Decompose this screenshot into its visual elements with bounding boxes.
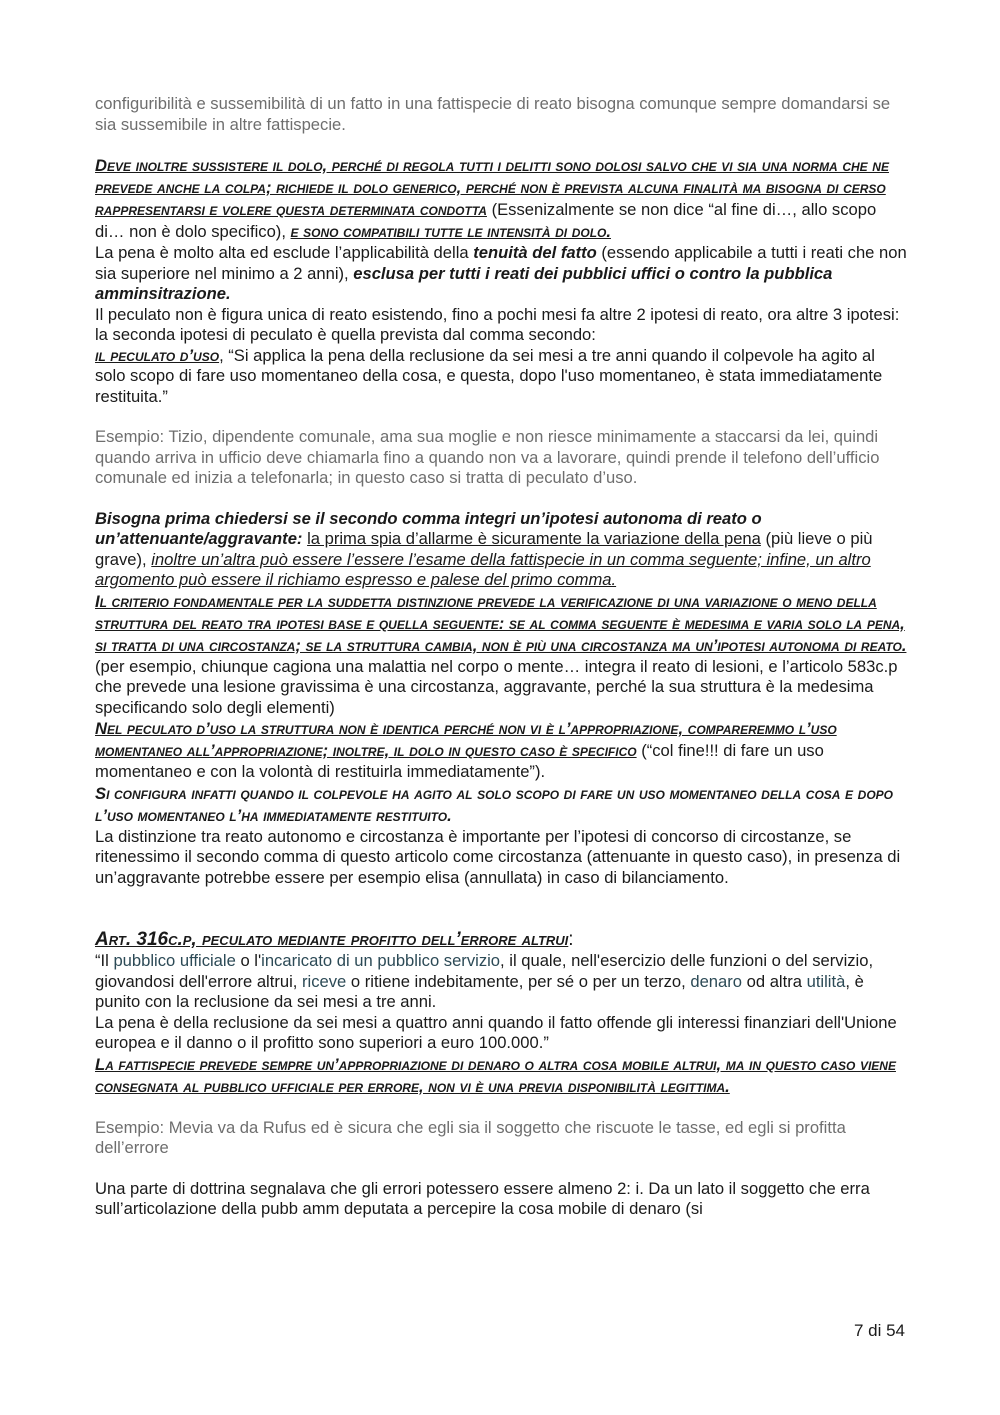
- spacer: [95, 1098, 907, 1118]
- spacer: [95, 135, 907, 155]
- paragraph-esempio-mevia: Esempio: Mevia va da Rufus ed è sicura che egli sia il soggetto che riscuote le tasse, ed egli si profitta dell’errore: [95, 1117, 846, 1157]
- bisogna-underline: la prima spia d’allarme è sicuramente la variazione della pena: [307, 529, 761, 548]
- article-heading: [95, 928, 907, 951]
- article-quote: [95, 951, 907, 1013]
- link-denaro[interactable]: denaro: [690, 971, 743, 991]
- paragraph-si-configura: [95, 783, 907, 827]
- bisogna-italic-underline: inoltre un’altra può essere l’essere l’esame della fattispecie in un comma seguente; infine, un altro argomento può essere il richiamo espresso e palese del primo comma.: [95, 549, 871, 589]
- page-number: 7 di 54: [853, 1321, 905, 1340]
- pena-text-c: (essendo applicabile a tutti i reati che non sia superiore nel minimo a 2 anni),: [95, 243, 907, 283]
- quote-text: , il quale, nell'esercizio delle funzioni o del servizio, giovandosi dell'errore altrui,: [95, 951, 874, 991]
- paragraph-fattispecie: [95, 1054, 907, 1098]
- pena-tenuita: tenuità del fatto: [473, 243, 597, 262]
- struttura-text: (“col fine!!! di fare un uso momentaneo e con la volontà di restituirla immediatamente”).: [95, 741, 824, 781]
- si-configura-emphasis: Si configura infatti quando il colpevole ha agito al solo scopo di fare un uso momentaneo della cosa e dopo l’uso momentaneo l’ha immediatamente restituito.: [95, 783, 894, 825]
- document-page: [95, 94, 907, 1220]
- dolo-compat-emphasis: e sono compatibili tutte le intensità di dolo.: [290, 222, 611, 241]
- dolo-emphasis: Deve inoltre sussistere il dolo, perché di regola tutti i delitti sono dolosi salvo che vi sia una norma che ne prevede anche la colpa; richiede il dolo generico, perché non è prevista alcuna finalità ma bisogna di cerso rappresentarsi e volere questa determinata condotta: [95, 156, 889, 219]
- link-incaricato[interactable]: incaricato di un pubblico servizio: [261, 951, 501, 970]
- pena-esclusa: esclusa per tutti i reati dei pubblici uffici o contro la pubblica amminsitrazione.: [95, 263, 833, 303]
- paragraph-bisogna: [95, 509, 907, 591]
- criterio-emphasis: Il criterio fondamentale per la suddetta distinzione prevede la verificazione di una variazione o meno della struttura del reato tra ipotesi base e quella seguente: se al comma seguente è medesima e varia solo la pena, si tratta di una circostanza; se la struttura cambia, non è più una circostanza ma un’ipotesi autonoma di reato.: [95, 591, 907, 655]
- paragraph-pena: [95, 243, 907, 305]
- paragraph-peculato: Il peculato non è figura unica di reato esistendo, fino a pochi mesi fa altre 2 ipotesi di reato, ora altre 3 ipotesi: la seconda ipotesi di peculato è quella prevista dal comma secondo:: [95, 304, 900, 344]
- article-heading-colon: :: [568, 929, 574, 950]
- article-heading-title: Art. 316c.p, peculato mediante profitto dell’errore altrui: [95, 929, 569, 950]
- peculato-uso-label: il peculato d’uso: [95, 345, 220, 365]
- paragraph-dolo: [95, 155, 907, 243]
- quote-text: “Il: [95, 951, 114, 970]
- peculato-uso-quote: , “Si applica la pena della reclusione da sei mesi a tre anni quando il colpevole ha agito al solo scopo di fare uso momentaneo della cosa, e questa, dopo l'uso momentaneo, è stata immediatamente restituita.”: [95, 345, 883, 406]
- bisogna-text: (più lieve o più grave),: [95, 529, 873, 569]
- spacer: [95, 407, 907, 427]
- bisogna-bold: Bisogna prima chiedersi se il secondo comma integri un’ipotesi autonoma di reato o un’attenuante/aggravante:: [95, 508, 762, 548]
- link-riceve[interactable]: riceve: [302, 971, 347, 991]
- criterio-example: (per esempio, chiunque cagiona una malattia nel corpo o mente… integra il reato di lesioni, e l’articolo 583c.p che prevede una lesione gravissima è una circostanza, aggravante, perché la sua struttura è la medesima specificando solo degli elementi): [95, 656, 898, 717]
- paragraph-peculato-struttura: [95, 718, 907, 783]
- link-utilita[interactable]: utilità: [806, 971, 846, 991]
- struttura-emphasis: Nel peculato d’uso la struttura non è identica perché non vi è l’appropriazione, compareremmo l’uso momentaneo all’appropriazione; inoltre, il dolo in questo caso è specifico: [95, 719, 837, 760]
- paragraph-dottrina: Una parte di dottrina segnalava che gli errori potessero essere almeno 2: i. Da un lato il soggetto che erra sull’articolazione della pubb amm deputata a percepire la cosa mobile di denaro (si: [95, 1178, 870, 1218]
- quote-text: o l': [235, 951, 262, 970]
- quote-text: o ritiene indebitamente, per sé o per un terzo,: [346, 971, 691, 991]
- pena-text-a: La pena è molto alta ed esclude l’applicabilità della: [95, 243, 474, 262]
- spacer: [95, 1159, 907, 1179]
- paragraph-distinzione: La distinzione tra reato autonomo e circostanza è importante per l’ipotesi di concorso di circostanze, se ritenessimo il secondo comma di questo articolo come circostanza (attenuante in questo caso), in presenza di un’aggravante potrebbe essere per esempio elisa (annullata) in caso di bilanciamento.: [95, 826, 901, 887]
- link-pubblico-ufficiale[interactable]: pubblico ufficiale: [113, 951, 236, 970]
- quote-text: od altra: [742, 971, 807, 991]
- article-quote-line2: La pena è della reclusione da sei mesi a quattro anni quando il fatto offende gli interessi finanziari dell'Unione europea e il danno o il profitto sono superiori a euro 100.000.”: [95, 1012, 897, 1052]
- spacer: [95, 888, 907, 928]
- paragraph-esempio-tizio: Esempio: Tizio, dipendente comunale, ama sua moglie e non riesce minimamente a staccarsi da lei, quindi quando arriva in ufficio deve chiamarla fino a quando non va a lavorare, quindi prende il telefono dell’ufficio comunale ed inizia a telefonarla; in questo caso si tratta di peculato d’uso.: [95, 427, 880, 487]
- spacer: [95, 489, 907, 509]
- quote-text: , è punito con la reclusione da sei mesi a tre anni.: [95, 971, 864, 1011]
- paragraph-criterio: [95, 591, 907, 719]
- dolo-paren: (Essenizalmente se non dice “al fine di…, allo scopo di… non è dolo specifico),: [95, 200, 877, 241]
- paragraph-intro: configuribilità e sussemibilità di un fatto in una fattispecie di reato bisogna comunque sempre domandarsi se sia sussemibile in altre fattispecie.: [95, 94, 891, 134]
- fattispecie-emphasis: La fattispecie prevede sempre un’appropriazione di denaro o altra cosa mobile altrui, ma in questo caso viene consegnata al pubblico ufficiale per errore, non vi è una previa disponibilità legittima.: [95, 1054, 896, 1096]
- paragraph-peculato-uso: [95, 346, 907, 408]
